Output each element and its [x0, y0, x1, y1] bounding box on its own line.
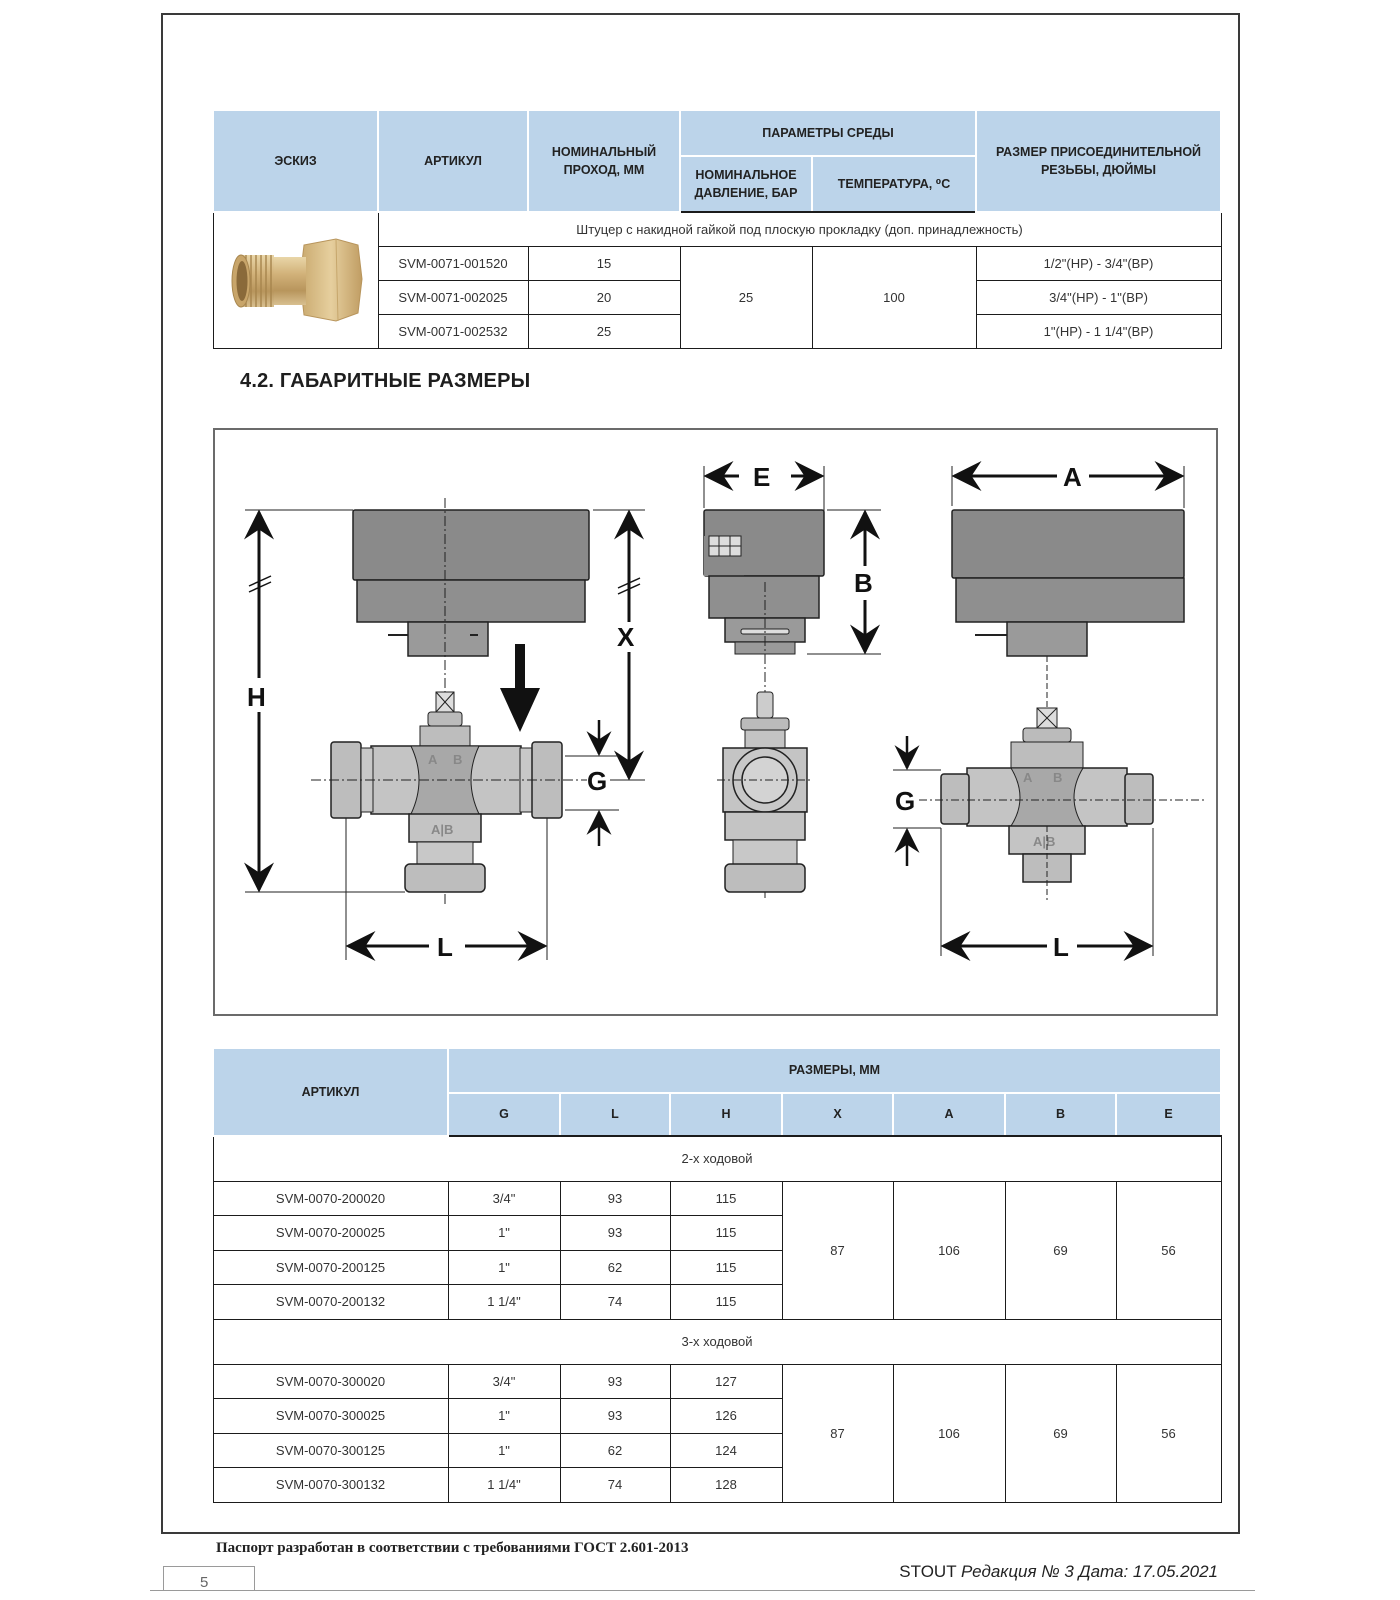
dim-label-h: H: [247, 682, 266, 712]
header-a: A: [893, 1093, 1005, 1136]
article-cell: SVM-0070-300025: [213, 1399, 448, 1434]
section-title: 4.2. ГАБАРИТНЫЕ РАЗМЕРЫ: [240, 370, 531, 392]
fitting-bore: 20: [528, 280, 680, 314]
header-x: X: [782, 1093, 893, 1136]
group-title-3way: 3-х ходовой: [213, 1319, 1221, 1364]
header-temperature: ТЕМПЕРАТУРА, ⁰С: [812, 156, 976, 212]
brass-union-fitting-image: [216, 215, 376, 343]
g-cell: 1": [448, 1216, 560, 1251]
l-cell: 74: [560, 1468, 670, 1503]
header-l: L: [560, 1093, 670, 1136]
g-cell: 1": [448, 1250, 560, 1285]
brand-name: STOUT: [899, 1562, 957, 1581]
l-cell: 93: [560, 1364, 670, 1399]
h-cell: 115: [670, 1285, 782, 1320]
dim-label-x: X: [617, 622, 635, 652]
g-cell: 1 1/4": [448, 1285, 560, 1320]
header-sketch: ЭСКИЗ: [213, 110, 378, 212]
article-cell: SVM-0070-300020: [213, 1364, 448, 1399]
table-row: [213, 1364, 1221, 1399]
group-title-2way: 2-х ходовой: [213, 1136, 1221, 1181]
article-cell: SVM-0070-200125: [213, 1250, 448, 1285]
fitting-article: SVM-0071-002025: [378, 280, 528, 314]
h-cell: 115: [670, 1216, 782, 1251]
dim-label-e: E: [753, 462, 771, 492]
port-b-label: B: [453, 752, 463, 767]
fitting-bore: 15: [528, 246, 680, 280]
article-cell: SVM-0070-200020: [213, 1181, 448, 1216]
header-nominal-pressure: НОМИНАЛЬНОЕ ДАВЛЕНИЕ, БАР: [680, 156, 812, 212]
l-cell: 93: [560, 1216, 670, 1251]
dimension-drawing: [213, 428, 1218, 1016]
header-article: АРТИКУЛ: [213, 1048, 448, 1136]
header-b: B: [1005, 1093, 1116, 1136]
front-view-valve: [245, 498, 645, 962]
header-e: E: [1116, 1093, 1221, 1136]
l-cell: 93: [560, 1399, 670, 1434]
svg-text:A|B: A|B: [1033, 834, 1056, 849]
table-row: [213, 1181, 1221, 1216]
g-cell: 3/4": [448, 1181, 560, 1216]
l-cell: 74: [560, 1285, 670, 1320]
dim-label-a: A: [1063, 462, 1082, 492]
fitting-temperature: 100: [812, 246, 976, 348]
g-cell: 3/4": [448, 1364, 560, 1399]
fitting-article: SVM-0071-001520: [378, 246, 528, 280]
x-cell: 87: [782, 1364, 893, 1502]
dim-label-g: G: [587, 766, 608, 796]
h-cell: 126: [670, 1399, 782, 1434]
g-cell: 1": [448, 1433, 560, 1468]
gost-note: Паспорт разработан в соответствии с требованиями ГОСТ 2.601-2013: [216, 1540, 689, 1556]
l-cell: 93: [560, 1181, 670, 1216]
header-h: H: [670, 1093, 782, 1136]
dim-label-g-3way: G: [895, 786, 916, 816]
h-cell: 127: [670, 1364, 782, 1399]
e-cell: 56: [1116, 1181, 1221, 1319]
dim-label-l: L: [437, 932, 453, 962]
port-ab-label: A|B: [431, 822, 454, 837]
article-cell: SVM-0070-300132: [213, 1468, 448, 1503]
h-cell: 115: [670, 1250, 782, 1285]
l-cell: 62: [560, 1433, 670, 1468]
g-cell: 1 1/4": [448, 1468, 560, 1503]
l-cell: 62: [560, 1250, 670, 1285]
port-a-label: A: [428, 752, 438, 767]
fitting-bore: 25: [528, 314, 680, 348]
article-cell: SVM-0070-300125: [213, 1433, 448, 1468]
footer-revision: [899, 1562, 1218, 1582]
b-cell: 69: [1005, 1364, 1116, 1502]
a-cell: 106: [893, 1181, 1005, 1319]
dimensions-table: [212, 1047, 1222, 1503]
header-thread-size: РАЗМЕР ПРИСОЕДИНИТЕЛЬНОЙ РЕЗЬБЫ, ДЮЙМЫ: [976, 110, 1221, 212]
dim-label-l-3way: L: [1053, 932, 1069, 962]
three-way-view-valve: [893, 462, 1207, 962]
fitting-article: SVM-0071-002532: [378, 314, 528, 348]
header-g: G: [448, 1093, 560, 1136]
h-cell: 128: [670, 1468, 782, 1503]
header-nominal-bore: НОМИНАЛЬНЫЙ ПРОХОД, ММ: [528, 110, 680, 212]
b-cell: 69: [1005, 1181, 1116, 1319]
a-cell: 106: [893, 1364, 1005, 1502]
fitting-pressure: 25: [680, 246, 812, 348]
flow-direction-arrow-icon: [500, 644, 540, 732]
g-cell: 1": [448, 1399, 560, 1434]
header-sizes: РАЗМЕРЫ, ММ: [448, 1048, 1221, 1093]
fitting-thread: 3/4"(НР) - 1"(ВР): [976, 280, 1221, 314]
svg-text:A: A: [1023, 770, 1033, 785]
x-cell: 87: [782, 1181, 893, 1319]
fitting-thread: 1/2"(НР) - 3/4"(ВР): [976, 246, 1221, 280]
fittings-group-title: Штуцер с накидной гайкой под плоскую прокладку (доп. принадлежность): [378, 212, 1221, 246]
header-medium-params: ПАРАМЕТРЫ СРЕДЫ: [680, 110, 976, 156]
dim-label-b: B: [854, 568, 873, 598]
h-cell: 124: [670, 1433, 782, 1468]
article-cell: SVM-0070-200132: [213, 1285, 448, 1320]
side-view-valve: [704, 462, 881, 898]
e-cell: 56: [1116, 1364, 1221, 1502]
page-tab: [163, 1566, 255, 1591]
footer-divider: [150, 1590, 1255, 1591]
fitting-thread: 1"(НР) - 1 1/4"(ВР): [976, 314, 1221, 348]
fittings-table: [212, 109, 1222, 349]
revision-info: Редакция № 3 Дата: 17.05.2021: [961, 1562, 1218, 1581]
page-number: 5: [200, 1574, 209, 1591]
article-cell: SVM-0070-200025: [213, 1216, 448, 1251]
fitting-image-cell: [213, 212, 378, 348]
header-article: АРТИКУЛ: [378, 110, 528, 212]
svg-text:B: B: [1053, 770, 1063, 785]
h-cell: 115: [670, 1181, 782, 1216]
